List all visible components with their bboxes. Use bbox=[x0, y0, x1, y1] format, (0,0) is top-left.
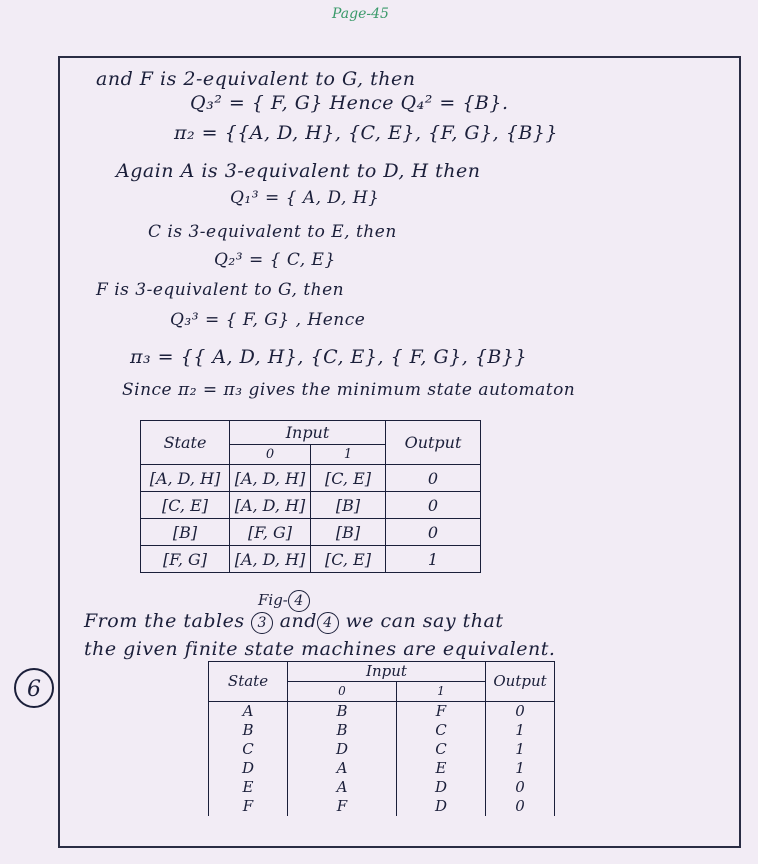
table-row bbox=[141, 519, 481, 546]
output-cell: 0 bbox=[486, 702, 555, 722]
input-0-cell: F bbox=[288, 797, 397, 816]
minimized-state-table bbox=[140, 420, 481, 573]
output-cell: 0 bbox=[386, 519, 481, 546]
section-number-circle: 6 bbox=[14, 668, 54, 708]
figure-caption-text: Fig- bbox=[258, 591, 288, 609]
output-cell: 0 bbox=[386, 492, 481, 519]
text-line-5: Q₁³ = { A, D, H} bbox=[230, 188, 380, 208]
input-1-header: 1 bbox=[311, 445, 386, 465]
output-cell: 1 bbox=[486, 740, 555, 759]
text-line-12-c: we can say that bbox=[345, 610, 504, 632]
text-line-3: π₂ = {{A, D, H}, {C, E}, {F, G}, {B}} bbox=[174, 122, 558, 144]
table-row bbox=[209, 759, 555, 778]
state-cell: C bbox=[209, 740, 288, 759]
output-cell: 0 bbox=[386, 465, 481, 492]
text-line-12 bbox=[84, 610, 503, 634]
state-cell: [F, G] bbox=[141, 546, 230, 573]
output-cell: 1 bbox=[486, 721, 555, 740]
table-row bbox=[209, 702, 555, 722]
table-row bbox=[141, 492, 481, 519]
state-cell: B bbox=[209, 721, 288, 740]
state-cell: [B] bbox=[141, 519, 230, 546]
text-line-12-b: and bbox=[279, 610, 317, 632]
input-1-cell: D bbox=[397, 797, 486, 816]
input-0-header: 0 bbox=[288, 682, 397, 702]
text-line-11: Since π₂ = π₃ gives the minimum state automaton bbox=[122, 380, 576, 400]
input-1-header: 1 bbox=[397, 682, 486, 702]
input-1-cell: [C, E] bbox=[311, 546, 386, 573]
table-ref-3: 3 bbox=[251, 612, 273, 634]
input-0-cell: [A, D, H] bbox=[230, 546, 311, 573]
output-cell: 1 bbox=[486, 759, 555, 778]
text-line-8: F is 3-equivalent to G, then bbox=[96, 280, 345, 300]
page-number: Page-45 bbox=[332, 6, 389, 22]
output-cell: 1 bbox=[386, 546, 481, 573]
table-row bbox=[209, 797, 555, 816]
input-0-cell: [A, D, H] bbox=[230, 492, 311, 519]
input-1-cell: F bbox=[397, 702, 486, 722]
state-cell: F bbox=[209, 797, 288, 816]
input-0-cell: A bbox=[288, 778, 397, 797]
table-row bbox=[209, 721, 555, 740]
input-1-cell: E bbox=[397, 759, 486, 778]
input-1-cell: [B] bbox=[311, 492, 386, 519]
text-line-4: Again A is 3-equivalent to D, H then bbox=[116, 160, 481, 182]
input-header: Input bbox=[230, 421, 386, 445]
table-row bbox=[209, 740, 555, 759]
text-line-12-a: From the tables bbox=[84, 610, 245, 632]
state-cell: [C, E] bbox=[141, 492, 230, 519]
input-0-cell: D bbox=[288, 740, 397, 759]
input-0-header: 0 bbox=[230, 445, 311, 465]
output-cell: 0 bbox=[486, 778, 555, 797]
input-1-cell: C bbox=[397, 740, 486, 759]
state-cell: A bbox=[209, 702, 288, 722]
table-row bbox=[209, 778, 555, 797]
state-cell: E bbox=[209, 778, 288, 797]
text-line-9: Q₃³ = { F, G} , Hence bbox=[170, 310, 366, 330]
figure-number-circle: 4 bbox=[288, 590, 310, 612]
state-cell: [A, D, H] bbox=[141, 465, 230, 492]
output-header: Output bbox=[386, 421, 481, 465]
text-line-7: Q₂³ = { C, E} bbox=[214, 250, 336, 270]
text-line-6: C is 3-equivalent to E, then bbox=[148, 222, 397, 242]
state-header: State bbox=[209, 662, 288, 702]
table-row bbox=[141, 546, 481, 573]
input-0-cell: A bbox=[288, 759, 397, 778]
output-header: Output bbox=[486, 662, 555, 702]
input-header: Input bbox=[288, 662, 486, 682]
input-0-cell: B bbox=[288, 702, 397, 722]
text-line-10: π₃ = {{ A, D, H}, {C, E}, { F, G}, {B}} bbox=[130, 346, 528, 368]
input-1-cell: C bbox=[397, 721, 486, 740]
input-1-cell: D bbox=[397, 778, 486, 797]
input-0-cell: B bbox=[288, 721, 397, 740]
state-cell: D bbox=[209, 759, 288, 778]
machine-state-table bbox=[208, 661, 555, 816]
table-row bbox=[141, 465, 481, 492]
input-0-cell: [A, D, H] bbox=[230, 465, 311, 492]
input-1-cell: [B] bbox=[311, 519, 386, 546]
table-ref-4: 4 bbox=[317, 612, 339, 634]
text-line-1: and F is 2-equivalent to G, then bbox=[96, 68, 416, 90]
output-cell: 0 bbox=[486, 797, 555, 816]
input-1-cell: [C, E] bbox=[311, 465, 386, 492]
state-header: State bbox=[141, 421, 230, 465]
input-0-cell: [F, G] bbox=[230, 519, 311, 546]
figure-caption bbox=[258, 590, 310, 612]
text-line-13: the given finite state machines are equivalent. bbox=[84, 638, 556, 660]
text-line-2: Q₃² = { F, G} Hence Q₄² = {B}. bbox=[190, 92, 509, 114]
